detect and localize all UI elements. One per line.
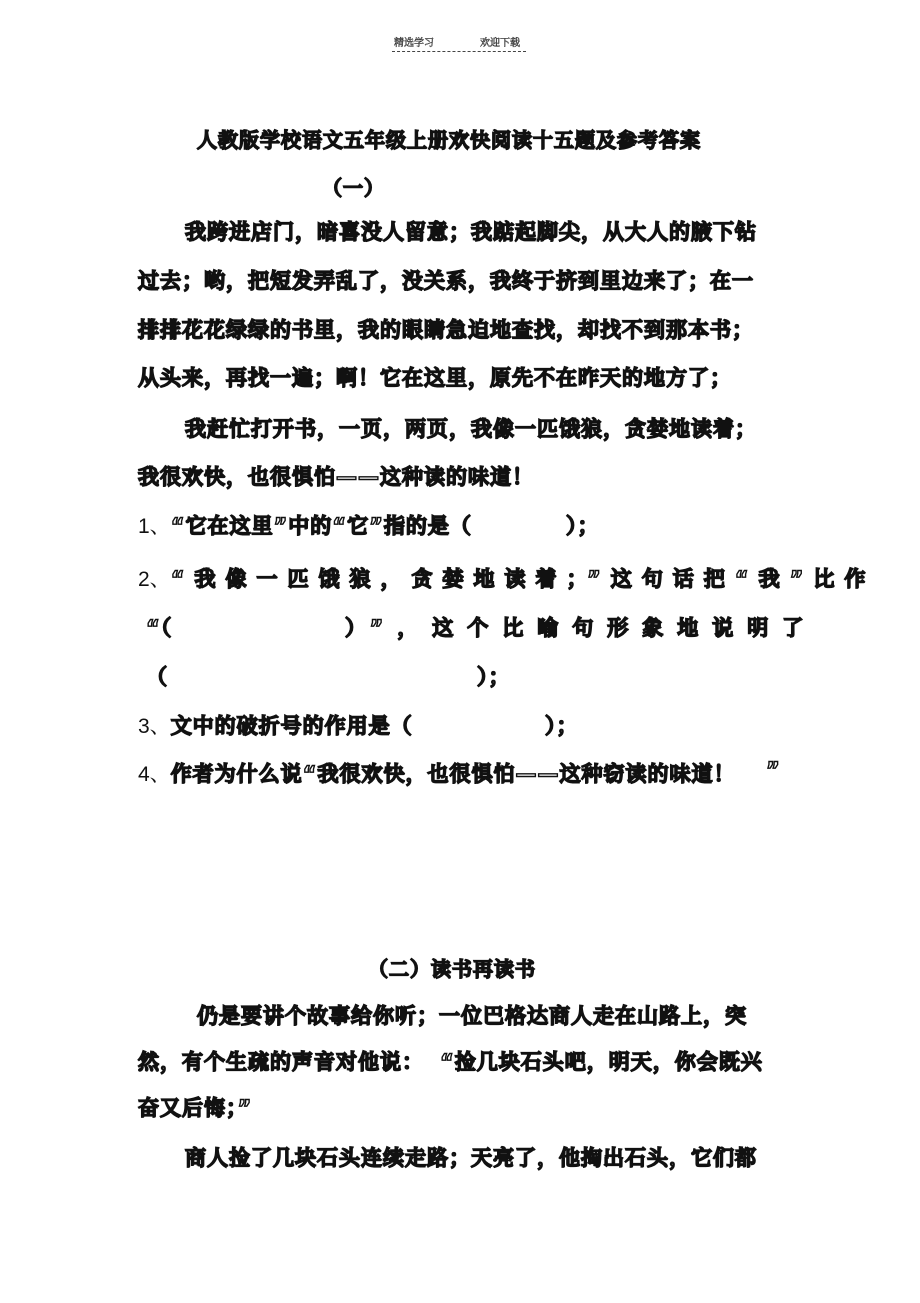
question-1 [138, 510, 472, 540]
question-3 [138, 710, 413, 740]
question-2-line2-end: ）”，这个比喻句形象地说明了 [345, 616, 818, 640]
header-right-text: 欢迎下载 [480, 38, 520, 49]
question-4 [138, 758, 736, 788]
question-4-quote-end: ” [766, 758, 781, 782]
question-2-text: “我像一匹饿狼，贪婪地读着；”这句话把“我”比作 [170, 567, 876, 591]
question-1-blank-end: ）； [566, 514, 600, 538]
document-title: 人教版学校语文五年级上册欢快阅读十五题及参考答案 [197, 128, 701, 152]
question-3-text: 文中的破折号的作用是（ [170, 714, 413, 738]
section1-para1-line4: 从头来，再找一遍；啊！它在这里，原先不在昨天的地方了； [138, 366, 732, 390]
section1-para1-line3: 排排花花绿绿的书里，我的眼睛急迫地查找，却找不到那本书； [138, 318, 754, 342]
question-1-number: 1、 [138, 515, 171, 538]
section1-heading: （一） [322, 176, 385, 200]
section2-para1-line2a: 然，有个生疏的声音对他说： [138, 1050, 424, 1074]
section2-para1-line1: 仍是要讲个故事给你听；一位巴格达商人走在山路上，突 [197, 1004, 747, 1028]
section2-para1-line2b: “捡几块石头吧，明天，你会既兴 [440, 1050, 763, 1074]
section1-para2-line2: 我很欢快，也很惧怕——这种读的味道！ [138, 465, 534, 489]
section1-para1-line1: 我跨进店门，暗喜没人留意；我踮起脚尖，从大人的腋下钻 [185, 220, 757, 244]
section2-para2-line1: 商人捡了几块石头连续走路；天亮了，他掏出石头，它们都 [185, 1146, 757, 1170]
question-2-line3-start: （ [146, 665, 168, 689]
section2-heading: （二）读书再读书 [368, 957, 536, 981]
section1-para1-line2: 过去；哟，把短发弄乱了，没关系，我终于挤到里边来了；在一 [138, 269, 754, 293]
question-4-text: 作者为什么说“我很欢快，也很惧怕——这种窃读的味道！ [170, 762, 736, 786]
question-2-number: 2、 [138, 568, 171, 591]
section1-para2-line1: 我赶忙打开书，一页，两页，我像一匹饿狼，贪婪地读着； [185, 417, 757, 441]
question-3-number: 3、 [138, 715, 171, 738]
question-4-number: 4、 [138, 763, 171, 786]
header-divider [392, 51, 526, 52]
question-2-line3-end: ）； [477, 665, 511, 689]
header-left-text: 精选学习 [394, 38, 434, 49]
question-2-line2-start: “（ [146, 616, 173, 640]
question-1-text: “它在这里”中的“它”指的是（ [170, 514, 472, 538]
section2-para1-line3: 奋又后悔；” [138, 1096, 253, 1120]
question-2-line1 [138, 563, 876, 593]
question-3-blank-end: ）； [545, 714, 579, 738]
